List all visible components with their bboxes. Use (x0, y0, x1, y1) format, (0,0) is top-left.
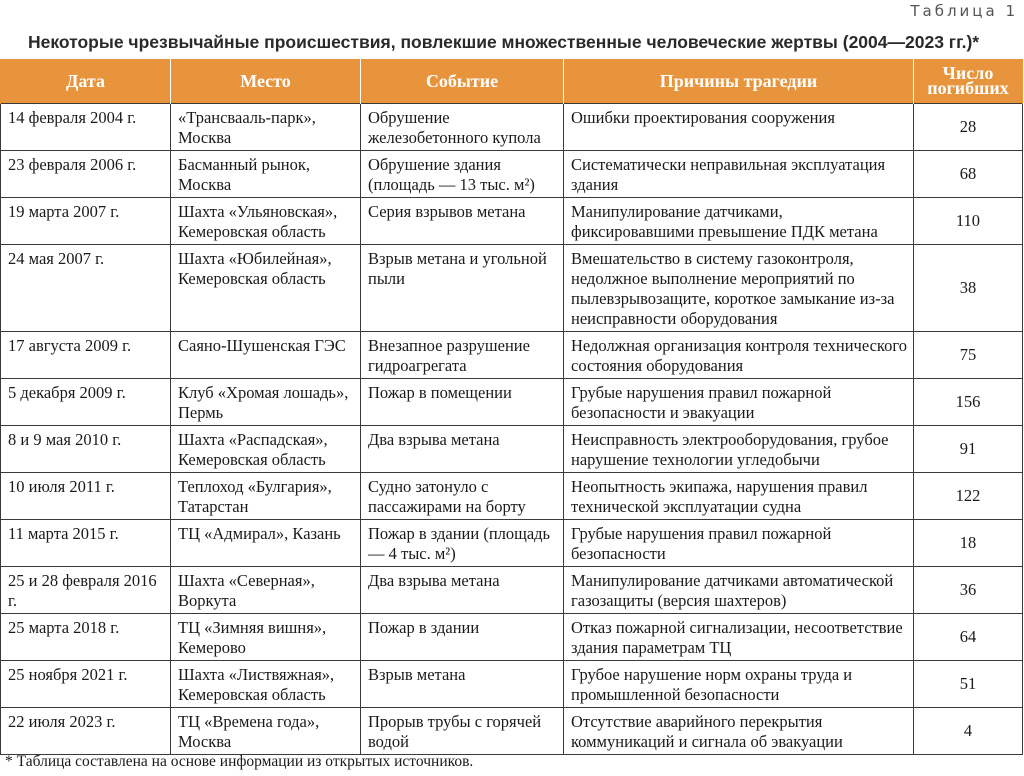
cell-date: 25 и 28 февраля 2016 г. (1, 567, 171, 614)
cell-event: Внезапное разрушение гидроагрегата (361, 332, 564, 379)
column-header-cause: Причины трагедии (564, 59, 914, 104)
cell-deaths: 28 (914, 104, 1023, 151)
cell-deaths: 122 (914, 473, 1023, 520)
cell-cause: Грубые нарушения правил пожарной безопасности (564, 520, 914, 567)
cell-date: 25 ноября 2021 г. (1, 661, 171, 708)
cell-cause: Грубое нарушение норм охраны труда и промышленной безопасности (564, 661, 914, 708)
table-row (1, 661, 1023, 708)
cell-place: Саяно-Шушенская ГЭС (171, 332, 361, 379)
cell-event: Два взрыва метана (361, 426, 564, 473)
cell-deaths: 156 (914, 379, 1023, 426)
cell-date: 11 марта 2015 г. (1, 520, 171, 567)
cell-event: Судно затонуло с пассажирами на борту (361, 473, 564, 520)
cell-place: Клуб «Хромая лошадь», Пермь (171, 379, 361, 426)
column-header-place: Место (171, 59, 361, 104)
cell-cause: Ошибки проектирования сооружения (564, 104, 914, 151)
cell-date: 14 февраля 2004 г. (1, 104, 171, 151)
cell-cause: Отказ пожарной сигнализации, несоответствие здания параметрам ТЦ (564, 614, 914, 661)
table-row (1, 426, 1023, 473)
cell-event: Два взрыва метана (361, 567, 564, 614)
cell-deaths: 51 (914, 661, 1023, 708)
cell-date: 8 и 9 мая 2010 г. (1, 426, 171, 473)
cell-date: 5 декабря 2009 г. (1, 379, 171, 426)
table-row (1, 473, 1023, 520)
cell-event: Пожар в помещении (361, 379, 564, 426)
cell-date: 17 августа 2009 г. (1, 332, 171, 379)
cell-cause: Неисправность электрооборудования, грубое нарушение технологии угледобычи (564, 426, 914, 473)
table-row (1, 379, 1023, 426)
table-header-row (1, 59, 1023, 104)
table-title: Некоторые чрезвычайные происшествия, повлекшие множественные человеческие жертвы (2004—2023 гг.)* (28, 32, 980, 52)
cell-cause: Систематически неправильная эксплуатация здания (564, 151, 914, 198)
table-row (1, 151, 1023, 198)
cell-event: Прорыв трубы с горячей водой (361, 708, 564, 755)
cell-deaths: 36 (914, 567, 1023, 614)
cell-place: ТЦ «Времена года», Москва (171, 708, 361, 755)
cell-date: 24 мая 2007 г. (1, 245, 171, 332)
cell-event: Пожар в здании (площадь — 4 тыс. м²) (361, 520, 564, 567)
table-row (1, 567, 1023, 614)
cell-event: Обрушение железобетонного купола (361, 104, 564, 151)
cell-cause: Вмешательство в систему газоконтроля, недолжное выполнение мероприятий по пылевзрывозащите, короткое замыкание из-за неисправности оборудования (564, 245, 914, 332)
cell-place: ТЦ «Адмирал», Казань (171, 520, 361, 567)
table-number-label: Таблица 1 (910, 2, 1018, 20)
column-header-event: Событие (361, 59, 564, 104)
table-row (1, 332, 1023, 379)
cell-deaths: 91 (914, 426, 1023, 473)
cell-event: Пожар в здании (361, 614, 564, 661)
cell-deaths: 68 (914, 151, 1023, 198)
cell-deaths: 75 (914, 332, 1023, 379)
column-header-deaths: Число погибших (914, 59, 1023, 104)
cell-date: 19 марта 2007 г. (1, 198, 171, 245)
cell-cause: Манипулирование датчиками автоматической газозащиты (версия шахтеров) (564, 567, 914, 614)
table-row (1, 520, 1023, 567)
cell-place: Басманный рынок, Москва (171, 151, 361, 198)
cell-date: 10 июля 2011 г. (1, 473, 171, 520)
cell-deaths: 18 (914, 520, 1023, 567)
cell-place: ТЦ «Зимняя вишня», Кемерово (171, 614, 361, 661)
table-row (1, 245, 1023, 332)
table-row (1, 198, 1023, 245)
cell-deaths: 38 (914, 245, 1023, 332)
table-row (1, 614, 1023, 661)
cell-cause: Неопытность экипажа, нарушения правил технической эксплуатации судна (564, 473, 914, 520)
cell-deaths: 4 (914, 708, 1023, 755)
cell-place: Шахта «Листвяжная», Кемеровская область (171, 661, 361, 708)
cell-deaths: 64 (914, 614, 1023, 661)
cell-deaths: 110 (914, 198, 1023, 245)
cell-cause: Грубые нарушения правил пожарной безопасности и эвакуации (564, 379, 914, 426)
cell-cause: Манипулирование датчиками, фиксировавшими превышение ПДК метана (564, 198, 914, 245)
cell-cause: Отсутствие аварийного перекрытия коммуникаций и сигнала об эвакуации (564, 708, 914, 755)
table-row (1, 104, 1023, 151)
cell-cause: Недолжная организация контроля технического состояния оборудования (564, 332, 914, 379)
cell-place: «Трансвааль-парк», Москва (171, 104, 361, 151)
cell-place: Шахта «Ульяновская», Кемеровская область (171, 198, 361, 245)
cell-place: Шахта «Юбилейная», Кемеровская область (171, 245, 361, 332)
cell-place: Шахта «Северная», Воркута (171, 567, 361, 614)
cell-place: Теплоход «Булгария», Татарстан (171, 473, 361, 520)
cell-event: Серия взрывов метана (361, 198, 564, 245)
cell-event: Взрыв метана (361, 661, 564, 708)
cell-place: Шахта «Распадская», Кемеровская область (171, 426, 361, 473)
cell-event: Обрушение здания (площадь — 13 тыс. м²) (361, 151, 564, 198)
table-row (1, 708, 1023, 755)
column-header-date: Дата (1, 59, 171, 104)
cell-event: Взрыв метана и угольной пыли (361, 245, 564, 332)
cell-date: 23 февраля 2006 г. (1, 151, 171, 198)
cell-date: 22 июля 2023 г. (1, 708, 171, 755)
incidents-table (0, 59, 1023, 755)
cell-date: 25 марта 2018 г. (1, 614, 171, 661)
table-footnote: * Таблица составлена на основе информации из открытых источников. (5, 753, 474, 770)
